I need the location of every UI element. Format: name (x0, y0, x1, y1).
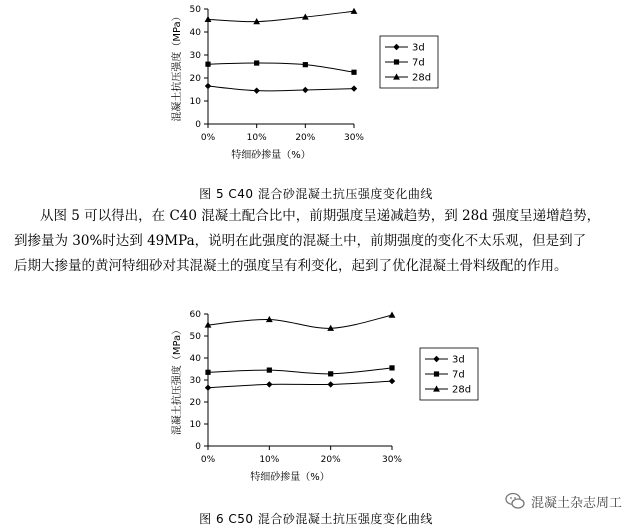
series-7d-point (205, 62, 210, 67)
x-tick-label: 10% (259, 455, 280, 465)
series-3d (205, 378, 395, 391)
watermark-text: 混凝土杂志周工 (530, 495, 622, 511)
series-28d-line (208, 11, 354, 21)
legend-label-7d: 7d (452, 369, 465, 381)
y-axis-label: 混凝土抗压强度（MPa） (172, 324, 183, 436)
x-tick-label: 20% (295, 133, 316, 143)
axes (190, 5, 365, 143)
series-7d-line (208, 368, 392, 374)
y-tick-label: 30 (189, 51, 201, 61)
wechat-logo-icon (505, 491, 525, 511)
series-28d-line (208, 315, 392, 328)
legend-label-28d: 28d (412, 72, 432, 84)
series-3d-point (327, 381, 333, 387)
series-28d (205, 312, 396, 331)
legend-label-3d: 3d (412, 42, 425, 54)
series-7d-point (267, 368, 272, 373)
series-3d-point (205, 385, 211, 391)
y-tick-label: 10 (189, 97, 201, 107)
y-tick-label: 50 (189, 332, 201, 342)
paragraph-line-1: 从图 5 可以得出，在 C40 混凝土配合比中，前期强度呈递减趋势，到 28d 强度呈递增趋势， (40, 208, 601, 224)
series-7d (205, 60, 356, 74)
series-7d-point (303, 62, 308, 67)
legend (420, 348, 478, 400)
legend (380, 36, 438, 88)
y-tick-label: 40 (189, 354, 201, 364)
legend-marker-7d (434, 371, 439, 376)
series-7d-point (389, 365, 394, 370)
figure-6-caption: 图 6 C50 混合砂混凝土抗压强度变化曲线 (199, 512, 433, 526)
series-3d-point (266, 381, 272, 387)
figure-6-chart (0, 290, 632, 500)
series-7d-point (254, 60, 259, 65)
series-3d-point (253, 87, 259, 93)
series-3d (205, 83, 357, 94)
series-3d-point (351, 85, 357, 91)
x-tick-label: 0% (200, 455, 216, 465)
x-axis-label: 特细砂掺量（%） (250, 472, 330, 483)
series-28d-point (389, 312, 396, 318)
axes (190, 310, 403, 465)
legend-label-28d: 28d (452, 384, 472, 396)
x-tick-label: 0% (200, 133, 216, 143)
x-axis-label: 特细砂掺量（%） (231, 150, 311, 161)
x-tick-label: 10% (246, 133, 267, 143)
series-7d (205, 365, 394, 376)
y-tick-label: 50 (189, 5, 201, 15)
series-3d-point (205, 83, 211, 89)
figure-5-caption: 图 5 C40 混合砂混凝土抗压强度变化曲线 (199, 187, 433, 201)
figure-5-chart (0, 0, 632, 180)
series-28d (205, 8, 358, 25)
legend-marker-7d (394, 59, 399, 64)
series-7d-point (351, 70, 356, 75)
y-tick-label: 30 (189, 376, 201, 386)
y-tick-label: 0 (195, 120, 201, 130)
series-28d-point (351, 8, 358, 14)
series-3d-line (208, 86, 354, 91)
y-axis-label: 混凝土抗压强度（MPa） (172, 11, 183, 122)
y-tick-label: 60 (189, 310, 201, 320)
y-tick-label: 40 (189, 28, 201, 38)
paragraph-line-3: 后期大掺量的黄河特细砂对其混凝土的强度呈有利变化，起到了优化混凝土骨料级配的作用。 (14, 258, 568, 274)
x-tick-label: 20% (320, 455, 341, 465)
series-7d-line (208, 63, 354, 72)
y-tick-label: 20 (189, 398, 201, 408)
series-3d-point (389, 378, 395, 384)
body-paragraph (14, 204, 626, 279)
y-tick-label: 10 (189, 420, 201, 430)
x-tick-label: 30% (381, 455, 403, 465)
series-7d-point (205, 370, 210, 375)
x-tick-label: 30% (343, 133, 365, 143)
series-7d-point (328, 371, 333, 376)
y-tick-label: 0 (195, 442, 201, 452)
series-3d-point (302, 87, 308, 93)
y-tick-label: 20 (189, 74, 201, 84)
watermark (505, 490, 622, 512)
legend-label-7d: 7d (412, 57, 425, 69)
paragraph-line-2: 到掺量为 30%时达到 49MPa，说明在此强度的混凝土中，前期强度的变化不太乐观，但是到了 (14, 233, 587, 249)
legend-label-3d: 3d (452, 354, 465, 366)
series-3d-line (208, 381, 392, 388)
series-28d-point (205, 16, 212, 22)
